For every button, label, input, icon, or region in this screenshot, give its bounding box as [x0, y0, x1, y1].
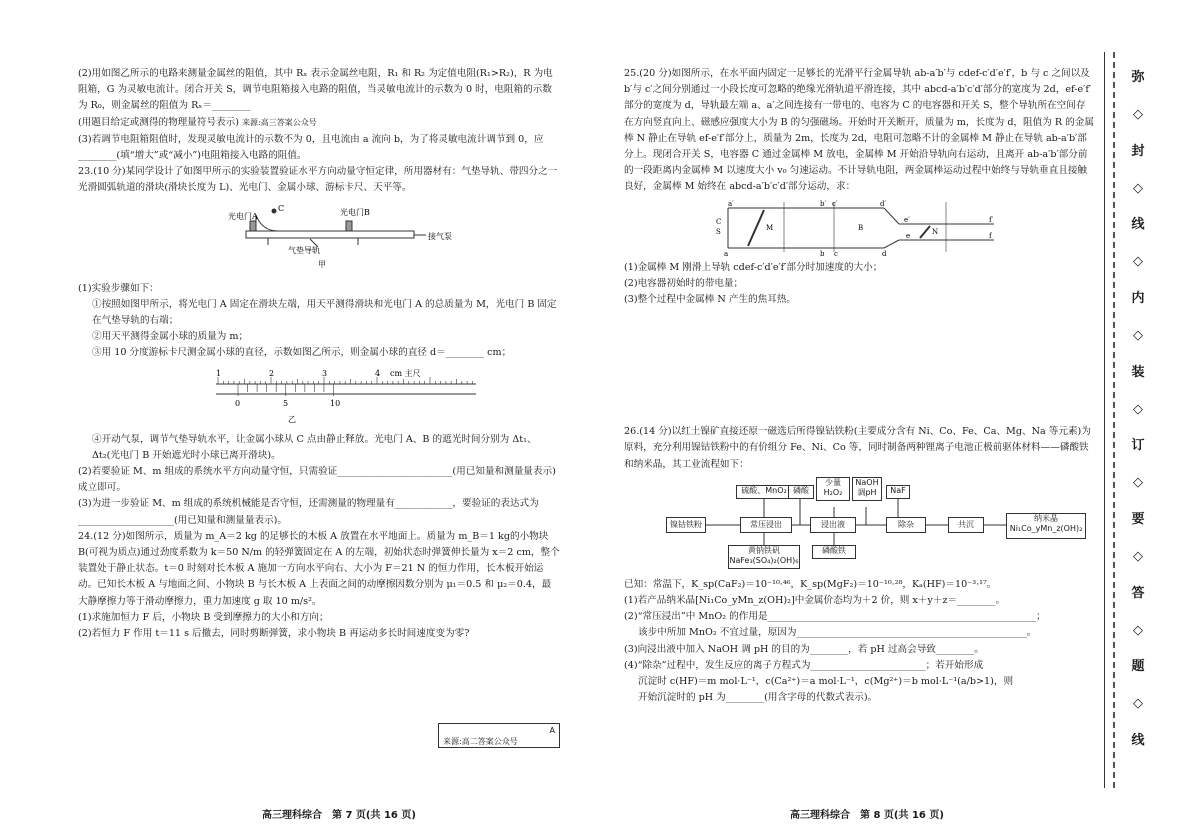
q22-part2: (2)用如图乙所示的电路来测量金属丝的阻值，其中 Rₓ 表示金属丝电阻，R₁ 和 R₂ 为定值电阻(R₁>R₂)，R 为电阻箱，G 为灵敏电流计。闭合开关 S，调节电阻箱接入电路的阻值，当灵敏电流计的示数为 0 时，电阻箱的示数为 R₀，则金属丝的阻值为 Rₓ＝________ [78, 68, 553, 112]
diamond-icon: ◇ [1133, 327, 1143, 343]
q23-step4: ④开动气泵，调节气垫导轨水平，让金属小球从 C 点由静止释放。光电门 A、B 的遮光时间分别为 Δt₁、Δt₂(光电门 B 开始遮光时小球已离开滑块)。 [92, 433, 537, 461]
label-b-prime: b′ [820, 199, 827, 208]
diamond-icon: ◇ [1133, 475, 1143, 491]
label-d-prime: d′ [880, 199, 887, 208]
side-jarosite: 黄钠铁矾NaFe₃(SO₄)₂(OH)₆ [728, 545, 800, 569]
gate-a-label: 光电门A [228, 211, 258, 221]
q24-heading: 24.(12 分)如图所示，质量为 m_A＝2 kg 的足够长的木板 A 放置在水平地面上。质量为 m_B＝1 kg的小物块 B(可视为质点)通过劲度系数为 k＝50 N/m 的轻弹簧固定在 A 的左端，初始状态时弹簧伸长量为 x＝2 cm，整个装置处于静止状态。t＝0 时刻对长木板 A 施加一方向水平向右、大小为 F＝21 N 的恒力作用，长木板开始运动。已知长木板 A 与地面之间、小物块 B 与长木板 A 上表面之间的动摩擦因数分别为 μ₁＝0.5 和 μ₂＝0.4，最大静摩擦力等于滑动摩擦力，重力加速度 g 取 10 m/s²。 [78, 530, 560, 607]
main-scale-unit: cm 主尺 [390, 368, 421, 378]
step-coprecip: 共沉 [948, 517, 984, 533]
diamond-icon: ◇ [1133, 696, 1143, 712]
step-leach: 常压浸出 [740, 517, 792, 533]
diamond-icon: ◇ [1133, 106, 1143, 122]
q23-part2: (2)若要验证 M、m 组成的系统水平方向动量守恒，只需验证________________________(用已知量和测量量表示)成立即可。 [78, 466, 556, 494]
q23-step2: ②用天平测得金属小球的质量为 m； [92, 331, 249, 343]
flowchart [624, 477, 1094, 573]
q22-part2-note: (用题目给定或测得的物理量符号表示) [78, 116, 239, 128]
q25-part1: (1)金属棒 M 刚滑上导轨 cdef-c′d′e′f′部分时加速度的大小； [624, 261, 883, 273]
reagent-phosphoric: 磷酸 [788, 485, 814, 499]
q26-part1: (1)若产品纳米晶[Ni₁Co_yMn_z(OH)₂]中金属价态均为＋2 价，则 x＋y＋z＝________。 [624, 595, 1006, 607]
stamp-bottom: 来源:高二答案公众号 [443, 737, 518, 746]
label-d: d [882, 249, 887, 256]
label-rod-n: N [932, 227, 939, 236]
q25-heading: 25.(20 分)如图所示，在水平面内固定一足够长的光滑平行金属导轨 ab-a′b′与 cdef-c′d′e′f′，b 与 c 之间以及 b′与 c′之间分别通过一小段长度可忽略的绝缘光滑轨道平滑连接，其中 abcd-a′b′c′d′部分的宽度为 2d，ef-e′f′部分的宽度为 d，导轨最左端 a、a′之间连接有一带电的、电容为 C 的电容器和开关 S，整个导轨所在空间存在方向竖直向上、磁感应强度大小为 B 的匀强磁场。开始时开关断开，质量为 m，长度为 d，阻值为 R 的金属棒 N 静止在导轨 ef-e′f′部分上，质量为 2m，长度为 2d，电阻可忽略不计的金属棒 M 静止在导轨 ab-a′b′部分上。现闭合开关 S，电容器 C 通过金属棒 M 放电，金属棒 M 开始沿导轨向右运动，且离开 ab-a′b′部分前的一段距离内金属棒 M 以速度大小 v₀ 匀速运动。不计导轨电阻，两金属棒运动过程中始终与导轨垂直且接触良好，金属棒 M 始终在 abcd-a′b′c′d′部分运动，求： [624, 68, 1094, 193]
binding-char: 线 [1131, 733, 1145, 749]
diamond-icon: ◇ [1133, 180, 1143, 196]
main-scale-label-4: 4 [375, 368, 381, 378]
q25-part3: (3)整个过程中金属棒 N 产生的焦耳热。 [624, 294, 796, 306]
source-stamp [438, 723, 560, 748]
binding-char: 题 [1131, 659, 1145, 675]
binding-char: 要 [1131, 512, 1145, 528]
q26-part4b: 沉淀时 c(HF)＝m mol·L⁻¹，c(Ca²⁺)＝a mol·L⁻¹，c(Mg²⁺)＝b mol·L⁻¹(a/b>1)，则 [638, 676, 1014, 688]
vernier-label-5: 5 [283, 398, 289, 408]
left-page [78, 66, 560, 642]
label-capacitor: C [716, 217, 722, 226]
answer-space [624, 308, 1094, 424]
right-page [624, 66, 1094, 706]
label-a: a [724, 249, 729, 256]
label-b: b [820, 249, 825, 256]
q24-part2: (2)若恒力 F 作用 t＝11 s 后撤去，同时剪断弹簧，求小物块 B 再运动多长时间速度变为零? [78, 628, 470, 640]
binding-char: 装 [1131, 364, 1145, 380]
q23-step3: ③用 10 分度游标卡尺测金属小球的直径，示数如图乙所示，则金属小球的直径 d＝________ cm； [92, 347, 512, 359]
figure-yi [78, 366, 560, 428]
q22-part3: (3)若调节电阻箱阻值时，发现灵敏电流计的示数不为 0，且电流由 a 流向 b，为了将灵敏电流计调节到 0，应________(填“增大”或“减小”)电阻箱接入电路的阻值。 [78, 133, 544, 162]
diamond-icon: ◇ [1133, 401, 1143, 417]
main-scale-label-2: 2 [269, 368, 275, 378]
label-c-prime: c′ [832, 199, 838, 208]
footer-page-8: 高三理科综合 第 8 页(共 16 页) [790, 810, 944, 821]
stamp-top: A [549, 726, 555, 735]
pump-label: 接气泵 [428, 231, 452, 241]
side-iron-phosphate: 磷酸铁 [812, 545, 856, 559]
binding-char: 答 [1131, 585, 1145, 601]
q26-heading: 26.(14 分)以红土镍矿直接还原一磁选后所得镍钴铁粉(主要成分含有 Ni、Co、Fe、Ca、Mg、Na 等元素)为原料，充分利用镍钴铁粉中的有价组分 Fe、Ni、Co 等，同时制备两种锂离子电池正极前驱体材料——磷酸铁和纳米晶，其工业流程如下： [624, 426, 1091, 470]
q26-part3: (3)向浸出液中加入 NaOH 调 pH 的目的为________，若 pH 过高会导致________。 [624, 643, 984, 655]
reagent-naoh: NaOH调pH [852, 477, 882, 501]
q26-part4c: 开始沉淀时的 pH 为________(用含字母的代数式表示)。 [638, 692, 878, 704]
vernier-label-10: 10 [330, 398, 341, 408]
air-track-label: 气垫导轨 [288, 245, 320, 255]
reagent-sulfuric-mno2: 硫酸、MnO₂ [736, 485, 792, 499]
q23-part1: (1)实验步骤如下： [78, 282, 159, 294]
binding-char: 订 [1131, 438, 1145, 454]
label-f-prime: f′ [989, 215, 994, 224]
point-c-label: C [278, 203, 285, 213]
step-purify: 除杂 [886, 517, 926, 533]
binding-char: 弥 [1131, 70, 1145, 85]
label-e: e [906, 231, 911, 240]
label-c: c [834, 249, 838, 256]
binding-char: 线 [1131, 217, 1145, 233]
reagent-h2o2: 少量H₂O₂ [816, 477, 850, 501]
q22-source-note: 来源:高三答案公众号 [242, 117, 317, 127]
figure-yi-caption: 乙 [288, 414, 296, 424]
q26-known: 已知：常温下，K_sp(CaF₂)＝10⁻¹⁰·⁴⁶，K_sp(MgF₂)＝10⁻¹⁰·²⁸，Kₐ(HF)＝10⁻³·¹⁷。 [624, 578, 997, 590]
q23-heading: 23.(10 分)某同学设计了如图甲所示的实验装置验证水平方向动量守恒定律，所用器材有：气垫导轨、带四分之一光滑圆弧轨道的滑块(滑块长度为 L)、光电门、金属小球、游标卡尺、天平等。 [78, 166, 558, 194]
q26-part2b: 该步中所加 MnO₂ 不宜过量，原因为________________________________________________。 [638, 627, 1037, 639]
label-e-prime: e′ [904, 215, 910, 224]
q25-part2: (2)电容器初始时的带电量； [624, 277, 744, 289]
label-rod-m: M [766, 223, 774, 232]
rail-diagram [624, 200, 1094, 256]
diamond-icon: ◇ [1133, 254, 1143, 270]
gate-b-label: 光电门B [340, 207, 370, 217]
label-a-prime: a′ [728, 199, 734, 208]
step-feed: 镍钴铁粉 [666, 517, 706, 533]
figure-jia-caption: 甲 [318, 259, 326, 269]
label-switch: S [716, 227, 721, 236]
vernier-caliper-diagram [78, 366, 560, 428]
q24-part1: (1)求施加恒力 F 后，小物块 B 受到摩擦力的大小和方向； [78, 611, 329, 623]
product-nanocrystal: 纳米晶Ni₁Co_yMn_z(OH)₂ [1006, 513, 1086, 539]
q26-part2: (2)“常压浸出”中 MnO₂ 的作用是________________________________________________________； [624, 611, 1046, 623]
binding-char: 内 [1131, 291, 1145, 307]
binding-margin [1104, 52, 1156, 788]
main-scale-label-3: 3 [322, 368, 328, 378]
label-field-b: B [858, 223, 864, 232]
footer-page-7: 高三理科综合 第 7 页(共 16 页) [262, 810, 416, 821]
air-track-diagram [78, 201, 560, 277]
q23-step1: ①按照如图甲所示，将光电门 A 固定在滑块左端，用天平测得滑块和光电门 A 的总质量为 M，光电门 B 固定在气垫导轨的右端； [92, 298, 557, 327]
reagent-naf: NaF [886, 485, 910, 499]
diamond-icon: ◇ [1133, 622, 1143, 638]
step-leachate: 浸出液 [810, 517, 856, 533]
main-scale-label-1: 1 [216, 368, 222, 378]
label-f: f [989, 231, 992, 240]
diamond-icon: ◇ [1133, 548, 1143, 564]
figure-jia [78, 201, 560, 277]
figure-25 [624, 200, 1094, 256]
binding-char: 封 [1131, 143, 1145, 159]
binding-dashed-line [1113, 52, 1115, 788]
vernier-label-0: 0 [235, 398, 241, 408]
q26-part4: (4)“除杂”过程中，发生反应的离子方程式为________________________；若开始形成 [624, 659, 984, 671]
q23-part3: (3)为进一步验证 M、m 组成的系统机械能是否守恒，还需测量的物理量有____________，要验证的表达式为____________________(用已知量和测量量表示)。 [78, 498, 539, 526]
